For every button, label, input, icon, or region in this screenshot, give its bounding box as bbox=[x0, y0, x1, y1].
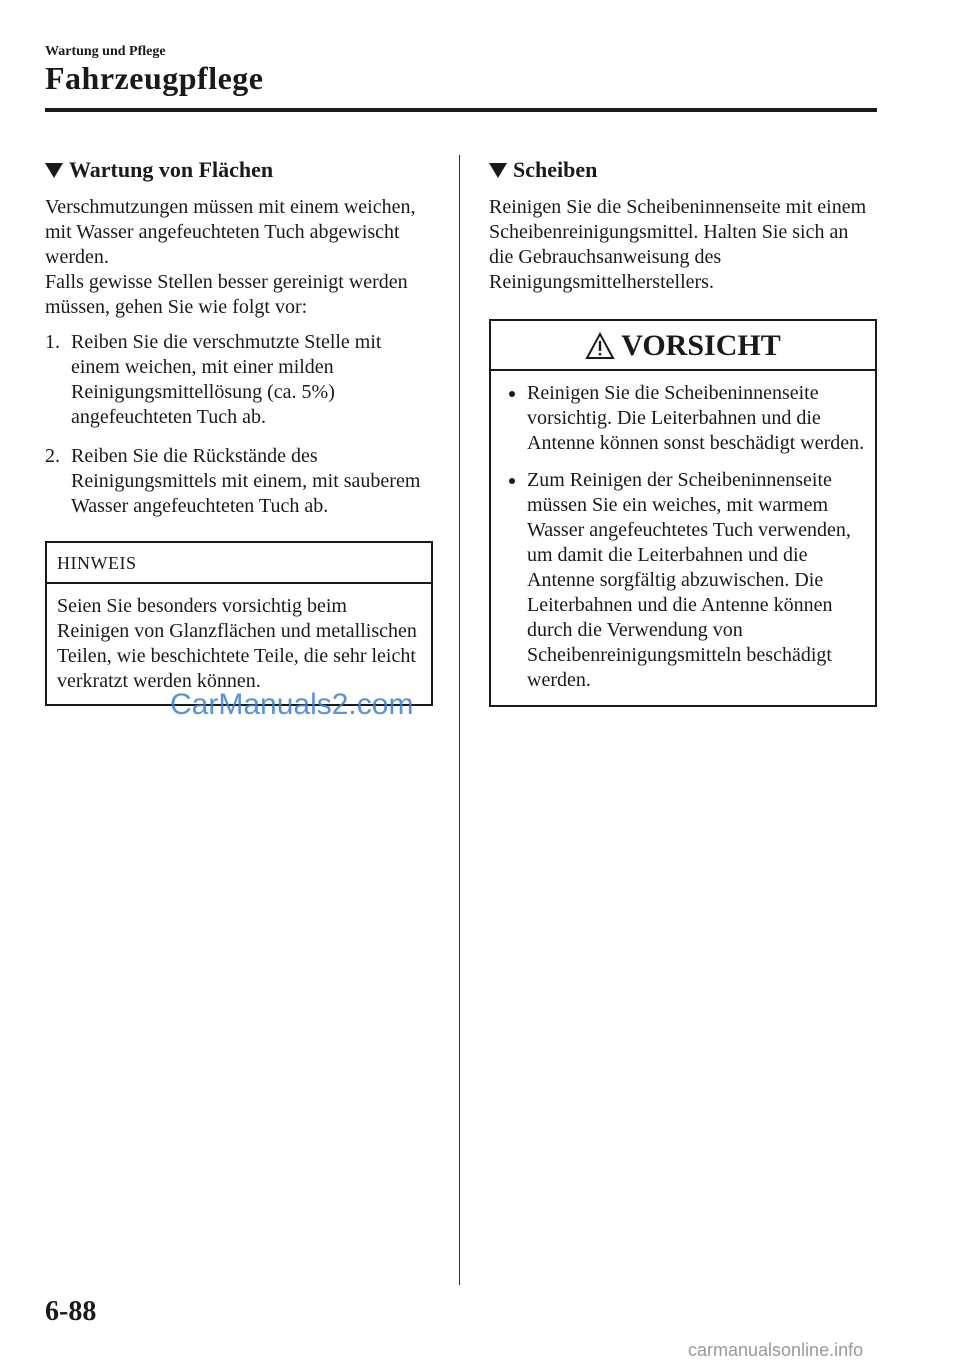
header-rule bbox=[45, 108, 877, 112]
intro-paragraph: Reinigen Sie die Scheibeninnenseite mit einem Scheibenreinigungsmittel. Halten Sie sich an die Gebrauchsanweisung des Reinigungsmittelherstellers. bbox=[489, 196, 867, 293]
heading-surface-care bbox=[45, 157, 433, 183]
section-label: Wartung und Pflege bbox=[45, 44, 166, 59]
bullet-icon bbox=[509, 478, 515, 484]
step-text: Reiben Sie die verschmutzte Stelle mit einem weichen, mit einer milden Reinigungsmittellösung (ca. 5%) angefeuchteten Tuch ab. bbox=[71, 331, 382, 428]
page-number: 6-88 bbox=[45, 1296, 97, 1327]
bullet-icon bbox=[509, 391, 515, 397]
heading-text: Wartung von Flächen bbox=[69, 157, 274, 182]
heading-windows bbox=[489, 157, 877, 183]
caution-text: Reinigen Sie die Scheibeninnenseite vorsichtig. Die Leiterbahnen und die Antenne können sonst beschädigt werden. bbox=[527, 382, 865, 454]
list-item bbox=[501, 468, 865, 693]
intro-paragraph: Falls gewisse Stellen besser gereinigt werden müssen, gehen Sie wie folgt vor: bbox=[45, 271, 408, 318]
heading-text: Scheiben bbox=[513, 157, 598, 182]
triangle-down-icon bbox=[45, 163, 63, 178]
steps-list bbox=[45, 330, 433, 519]
caution-box bbox=[489, 319, 877, 707]
warning-icon bbox=[585, 332, 615, 360]
left-column bbox=[45, 157, 433, 706]
caution-text: Zum Reinigen der Scheibeninnenseite müssen Sie ein weiches, mit warmem Wasser angefeuchtetes Tuch verwenden, um damit die Leiterbahnen und die Antenne sorgfältig abzuwischen. Die Leiterbahnen und die Antenne können durch die Verwendung von Scheibenreinigungsmitteln beschädigt werden. bbox=[527, 469, 851, 691]
caution-list bbox=[491, 371, 875, 705]
right-column bbox=[489, 157, 877, 707]
list-item bbox=[501, 381, 865, 456]
caution-header bbox=[491, 321, 875, 371]
triangle-down-icon bbox=[489, 163, 507, 178]
caution-title: VORSICHT bbox=[621, 329, 781, 362]
step-number: 1. bbox=[45, 331, 60, 353]
watermark: CarManuals2.com bbox=[170, 688, 414, 721]
step-text: Reiben Sie die Rückstände des Reinigungsmittels mit einem, mit sauberem Wasser angefeuchteten Tuch ab. bbox=[71, 445, 421, 517]
column-divider bbox=[459, 155, 460, 1285]
note-box bbox=[45, 541, 433, 706]
note-body: Seien Sie besonders vorsichtig beim Reinigen von Glanzflächen und metallischen Teilen, wie beschichtete Teile, die sehr leicht verkratzt werden können. bbox=[57, 595, 417, 692]
intro-paragraph: Verschmutzungen müssen mit einem weichen, mit Wasser angefeuchteten Tuch abgewischt werden. bbox=[45, 196, 416, 268]
footer-watermark: carmanualsonline.info bbox=[688, 1340, 864, 1360]
list-item bbox=[45, 330, 433, 430]
chapter-title: Fahrzeugpflege bbox=[45, 60, 264, 96]
step-number: 2. bbox=[45, 445, 60, 467]
note-title: HINWEIS bbox=[47, 543, 431, 584]
list-item bbox=[45, 444, 433, 519]
